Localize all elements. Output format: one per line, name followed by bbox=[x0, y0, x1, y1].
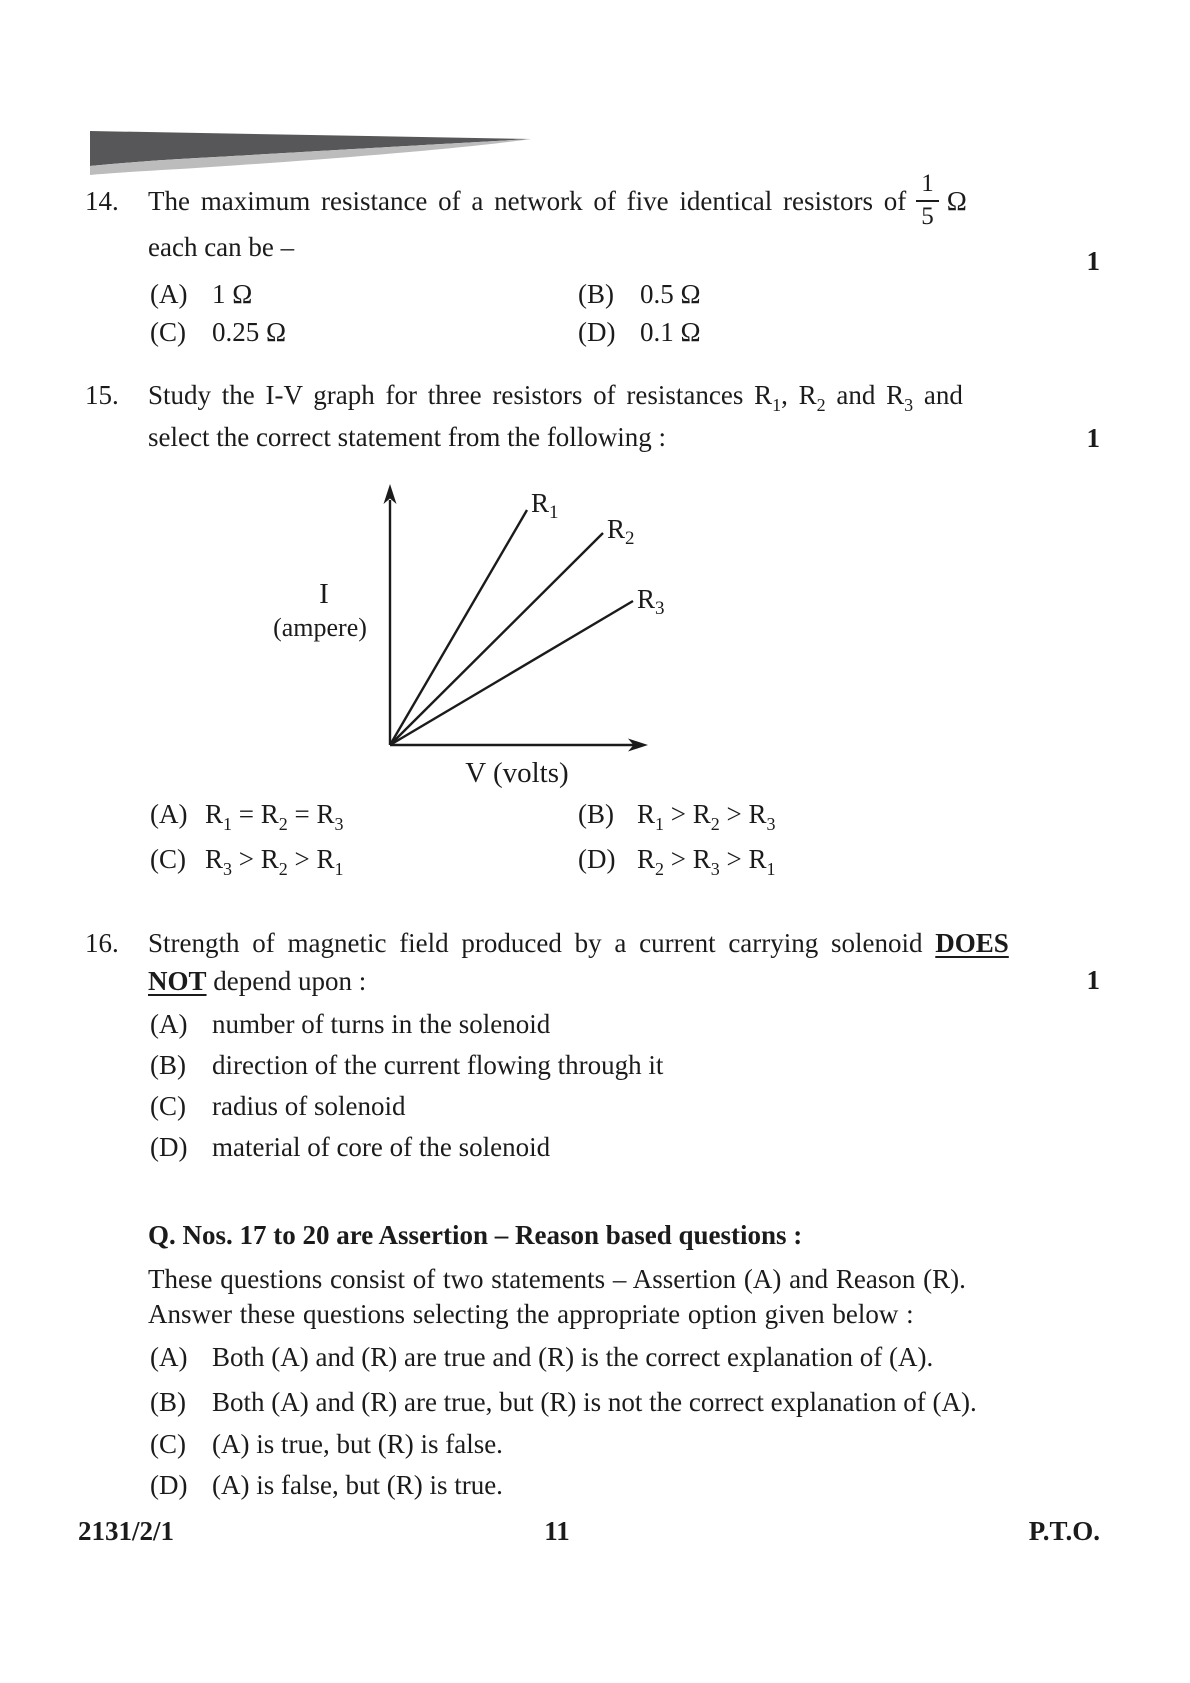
question-14-unit: Ω bbox=[946, 185, 967, 216]
option-text: Both (A) and (R) are true and (R) is the correct explanation of (A). bbox=[212, 1342, 934, 1372]
question-14-marks: 1 bbox=[1086, 246, 1100, 276]
option-label: (B) bbox=[578, 799, 614, 829]
option-label: (D) bbox=[150, 1132, 188, 1162]
option-label: (B) bbox=[150, 1050, 186, 1080]
option-label: (C) bbox=[150, 1091, 186, 1121]
option-text: $R_2 > R_3 > R_1$ bbox=[637, 844, 776, 879]
option-text: 0.25 Ω bbox=[212, 317, 287, 347]
question-16-line2: NOT depend upon : bbox=[148, 966, 367, 996]
question-14-number: 14. bbox=[85, 185, 119, 216]
r2-label: $R_2$ bbox=[607, 514, 635, 549]
fraction-one-fifth bbox=[916, 170, 939, 232]
option-text: material of core of the solenoid bbox=[212, 1132, 551, 1162]
option-label: (B) bbox=[578, 279, 614, 309]
question-14-line2: each can be – bbox=[148, 232, 295, 262]
option-text: (A) is true, but (R) is false. bbox=[212, 1429, 503, 1459]
option-text: 0.1 Ω bbox=[640, 317, 701, 347]
question-16-text: Strength of magnetic field produced by a current carrying solenoid DOES bbox=[148, 928, 1009, 958]
option-label: (D) bbox=[578, 317, 616, 347]
fraction-numerator: 1 bbox=[916, 170, 939, 202]
option-text: direction of the current flowing through it bbox=[212, 1050, 664, 1080]
y-axis-label: I bbox=[319, 578, 329, 610]
question-16-line1 bbox=[85, 928, 1009, 959]
option-text: $R_1 = R_2 = R_3$ bbox=[205, 799, 344, 834]
pto-label: P.T.O. bbox=[1028, 1516, 1100, 1546]
option-label: (C) bbox=[150, 844, 186, 874]
page-number: 11 bbox=[544, 1516, 570, 1546]
question-14-text: The maximum resistance of a network of five identical resistors of bbox=[148, 185, 907, 216]
option-text: $R_1 > R_2 > R_3$ bbox=[637, 799, 776, 834]
question-14-line1 bbox=[85, 163, 967, 239]
option-label: (B) bbox=[150, 1387, 186, 1417]
option-text: (A) is false, but (R) is true. bbox=[212, 1470, 503, 1500]
option-text: radius of solenoid bbox=[212, 1091, 406, 1121]
question-16-number: 16. bbox=[85, 928, 119, 958]
option-text: Both (A) and (R) are true, but (R) is not the correct explanation of (A). bbox=[212, 1387, 977, 1417]
question-15-number: 15. bbox=[85, 380, 119, 410]
option-text: $R_3 > R_2 > R_1$ bbox=[205, 844, 344, 879]
paper-code: 2131/2/1 bbox=[78, 1516, 175, 1546]
option-label: (D) bbox=[578, 844, 616, 874]
option-label: (A) bbox=[150, 799, 188, 829]
fraction-denominator: 5 bbox=[921, 203, 934, 230]
option-label: (C) bbox=[150, 317, 186, 347]
question-15-line1 bbox=[85, 380, 963, 415]
option-label: (A) bbox=[150, 1009, 188, 1039]
option-label: (A) bbox=[150, 279, 188, 309]
assertion-intro-line2: Answer these questions selecting the appropriate option given below : bbox=[148, 1299, 914, 1329]
assertion-section-heading: Q. Nos. 17 to 20 are Assertion – Reason based questions : bbox=[148, 1220, 803, 1250]
y-axis-unit-label: (ampere) bbox=[273, 613, 367, 642]
option-text: number of turns in the solenoid bbox=[212, 1009, 551, 1039]
question-15-marks: 1 bbox=[1086, 423, 1100, 453]
option-text: 0.5 Ω bbox=[640, 279, 701, 309]
option-label: (D) bbox=[150, 1470, 188, 1500]
assertion-intro-line1: These questions consist of two statements – Assertion (A) and Reason (R). bbox=[148, 1264, 966, 1294]
r3-label: $R_3$ bbox=[637, 584, 665, 619]
r1-label: $R_1$ bbox=[531, 488, 559, 523]
option-label: (A) bbox=[150, 1342, 188, 1372]
question-15-line2: select the correct statement from the following : bbox=[148, 422, 667, 452]
iv-graph bbox=[240, 450, 670, 795]
option-text: 1 Ω bbox=[212, 279, 253, 309]
option-label: (C) bbox=[150, 1429, 186, 1459]
question-16-marks: 1 bbox=[1086, 965, 1100, 995]
question-15-text: Study the I-V graph for three resistors of resistances $R_1$, $R_2$ and $R_3$ and bbox=[148, 380, 963, 415]
x-axis-label: V (volts) bbox=[465, 757, 569, 789]
